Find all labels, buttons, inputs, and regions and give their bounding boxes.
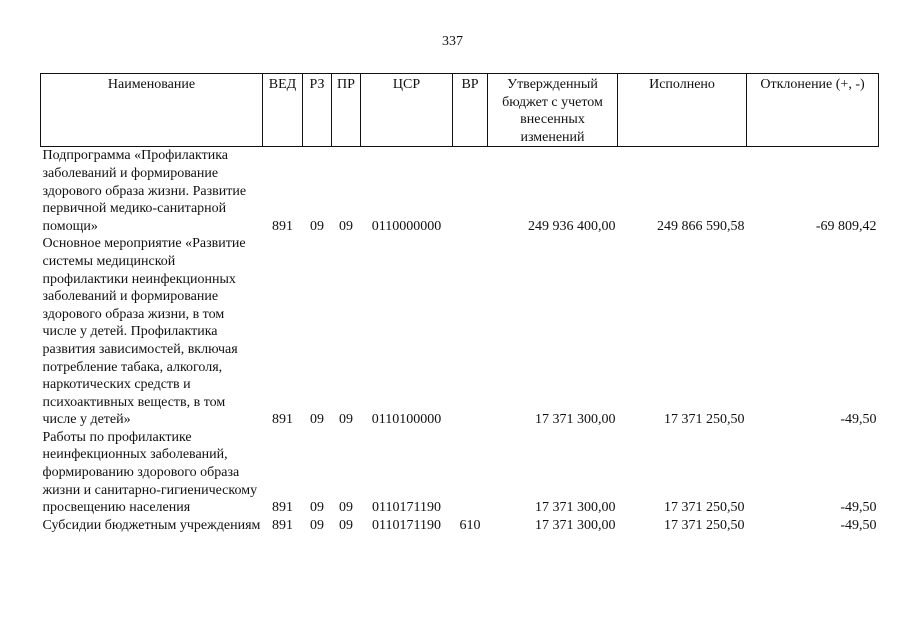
row-rz: 09 — [310, 218, 324, 234]
row-name-text: Основное мероприятие «Развитие системы медицинской профилактики неинфекционных заболеваний и формирование здорового образа жизни, в том числе у детей. Профилактика развития зависимостей, включая потребление табака, алкоголя, наркотических средств и психоактивных веществ, в том числе у детей» — [42, 236, 246, 428]
row-ved: 891 — [272, 500, 293, 516]
table-row — [41, 517, 879, 535]
header-pr: ПР — [332, 74, 361, 147]
table-row — [41, 147, 879, 235]
row-vr — [453, 429, 488, 517]
row-deviation: -49,50 — [840, 500, 877, 516]
row-vr — [453, 235, 488, 429]
header-vr: ВР — [453, 74, 488, 147]
row-name — [41, 147, 263, 235]
row-name-text: Работы по профилактике неинфекционных заболеваний, формированию здорового образа жизни и санитарно-гигиеническому просвещению населения — [42, 429, 258, 516]
budget-execution-table — [40, 73, 879, 534]
row-name — [41, 517, 263, 535]
row-executed: 17 371 250,50 — [664, 517, 745, 533]
row-csr: 0110100000 — [371, 412, 442, 428]
row-deviation: -69 809,42 — [815, 218, 877, 234]
row-pr: 09 — [339, 500, 353, 516]
row-csr: 0110171190 — [372, 517, 441, 533]
row-rz: 09 — [310, 412, 324, 428]
row-csr: 0110171190 — [372, 500, 441, 516]
header-rz: РЗ — [303, 74, 332, 147]
header-ved: ВЕД — [263, 74, 303, 147]
row-ved: 891 — [272, 218, 293, 234]
row-approved: 17 371 300,00 — [535, 500, 616, 516]
row-name — [41, 429, 263, 517]
row-pr: 09 — [339, 218, 353, 234]
row-approved: 249 936 400,00 — [528, 218, 616, 234]
page-number: 337 — [442, 34, 463, 49]
table-row — [41, 235, 879, 429]
row-csr: 0110000000 — [371, 218, 442, 234]
header-executed: Исполнено — [618, 74, 747, 147]
row-rz: 09 — [310, 500, 324, 516]
row-deviation: -49,50 — [840, 412, 877, 428]
row-name-text: Субсидии бюджетным учреждениям — [42, 517, 261, 533]
row-name — [41, 235, 263, 429]
row-pr: 09 — [339, 412, 353, 428]
row-ved: 891 — [272, 517, 293, 533]
row-executed: 17 371 250,50 — [664, 412, 745, 428]
row-name-text: Подпрограмма «Профилактика заболеваний и формирование здорового образа жизни. Развитие первичной медико-санитарной помощи» — [42, 148, 247, 234]
header-csr: ЦСР — [361, 74, 453, 147]
table-row — [41, 429, 879, 517]
row-approved: 17 371 300,00 — [535, 517, 616, 533]
row-executed: 17 371 250,50 — [664, 500, 745, 516]
row-pr: 09 — [339, 517, 353, 533]
row-vr — [453, 147, 488, 235]
row-vr: 610 — [459, 517, 481, 533]
table-header-row — [41, 74, 879, 147]
header-deviation: Отклонение (+, -) — [747, 74, 879, 147]
row-approved: 17 371 300,00 — [535, 412, 616, 428]
header-approved: Утвержденный бюджет с учетом внесенных изменений — [488, 74, 618, 147]
row-executed: 249 866 590,58 — [657, 218, 745, 234]
row-ved: 891 — [272, 412, 293, 428]
row-rz: 09 — [310, 517, 324, 533]
header-name: Наименование — [41, 74, 263, 147]
row-deviation: -49,50 — [840, 517, 877, 533]
